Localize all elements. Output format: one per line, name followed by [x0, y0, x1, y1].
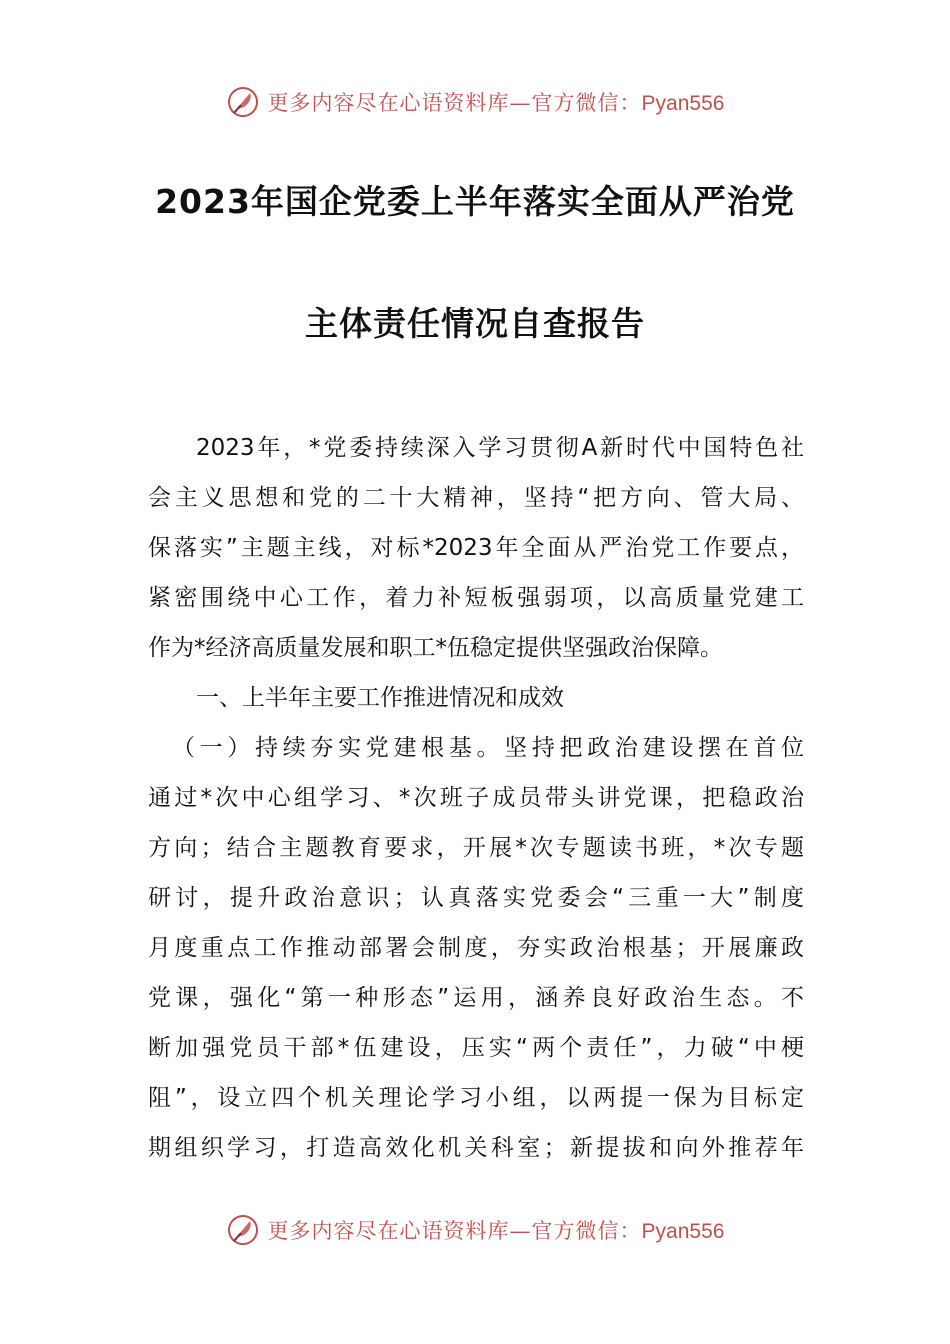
document-title-line-2: 主体责任情况自查报告 [305, 304, 645, 343]
watermark-text: 更多内容尽在心语资料库—官方微信：Pyan556 [267, 91, 725, 115]
paragraph-line: 研讨，提升政治意识；认真落实党委会“三重一大”制度 [148, 885, 804, 911]
header-watermark [0, 82, 950, 122]
paragraph-line: 作为*经济高质量发展和职工*伍稳定提供坚强政治保障。 [148, 635, 723, 661]
paragraph-line: 通过*次中心组学习、*次班子成员带头讲党课，把稳政治 [148, 785, 804, 811]
feather-pen-logo-icon [226, 85, 260, 119]
watermark-wechat-id: Pyan556 [641, 1220, 725, 1243]
subsection-heading-line: （一）持续夯实党建根基。坚持把政治建设摆在首位 [172, 735, 804, 761]
feather-pen-logo-icon [226, 1213, 260, 1247]
watermark-text: 更多内容尽在心语资料库—官方微信：Pyan556 [267, 1219, 725, 1243]
paragraph-line: 阻”，设立四个机关理论学习小组，以两提一保为目标定 [148, 1085, 804, 1111]
document-title-line-1: 2023年国企党委上半年落实全面从严治党 [155, 182, 795, 221]
paragraph-line: 党课，强化“第一种形态”运用，涵养良好政治生态。不 [148, 985, 804, 1011]
paragraph-line: 断加强党员干部*伍建设，压实“两个责任”，力破“中梗 [148, 1035, 804, 1061]
paragraph-line: 2023年，*党委持续深入学习贯彻A新时代中国特色社 [196, 435, 804, 461]
section-heading: 一、上半年主要工作推进情况和成效 [196, 685, 564, 711]
paragraph-line: 月度重点工作推动部署会制度，夯实政治根基；开展廉政 [148, 935, 804, 961]
paragraph-line: 会主义思想和党的二十大精神，坚持“把方向、管大局、 [148, 485, 804, 511]
paragraph-line: 方向；结合主题教育要求，开展*次专题读书班，*次专题 [148, 835, 804, 861]
paragraph-line: 紧密围绕中心工作，着力补短板强弱项，以高质量党建工 [148, 585, 804, 611]
paragraph-line: 期组织学习，打造高效化机关科室；新提拔和向外推荐年 [148, 1135, 804, 1161]
footer-watermark [0, 1210, 950, 1250]
watermark-wechat-id: Pyan556 [641, 92, 725, 115]
paragraph-line: 保落实”主题主线，对标*2023年全面从严治党工作要点， [148, 535, 804, 561]
